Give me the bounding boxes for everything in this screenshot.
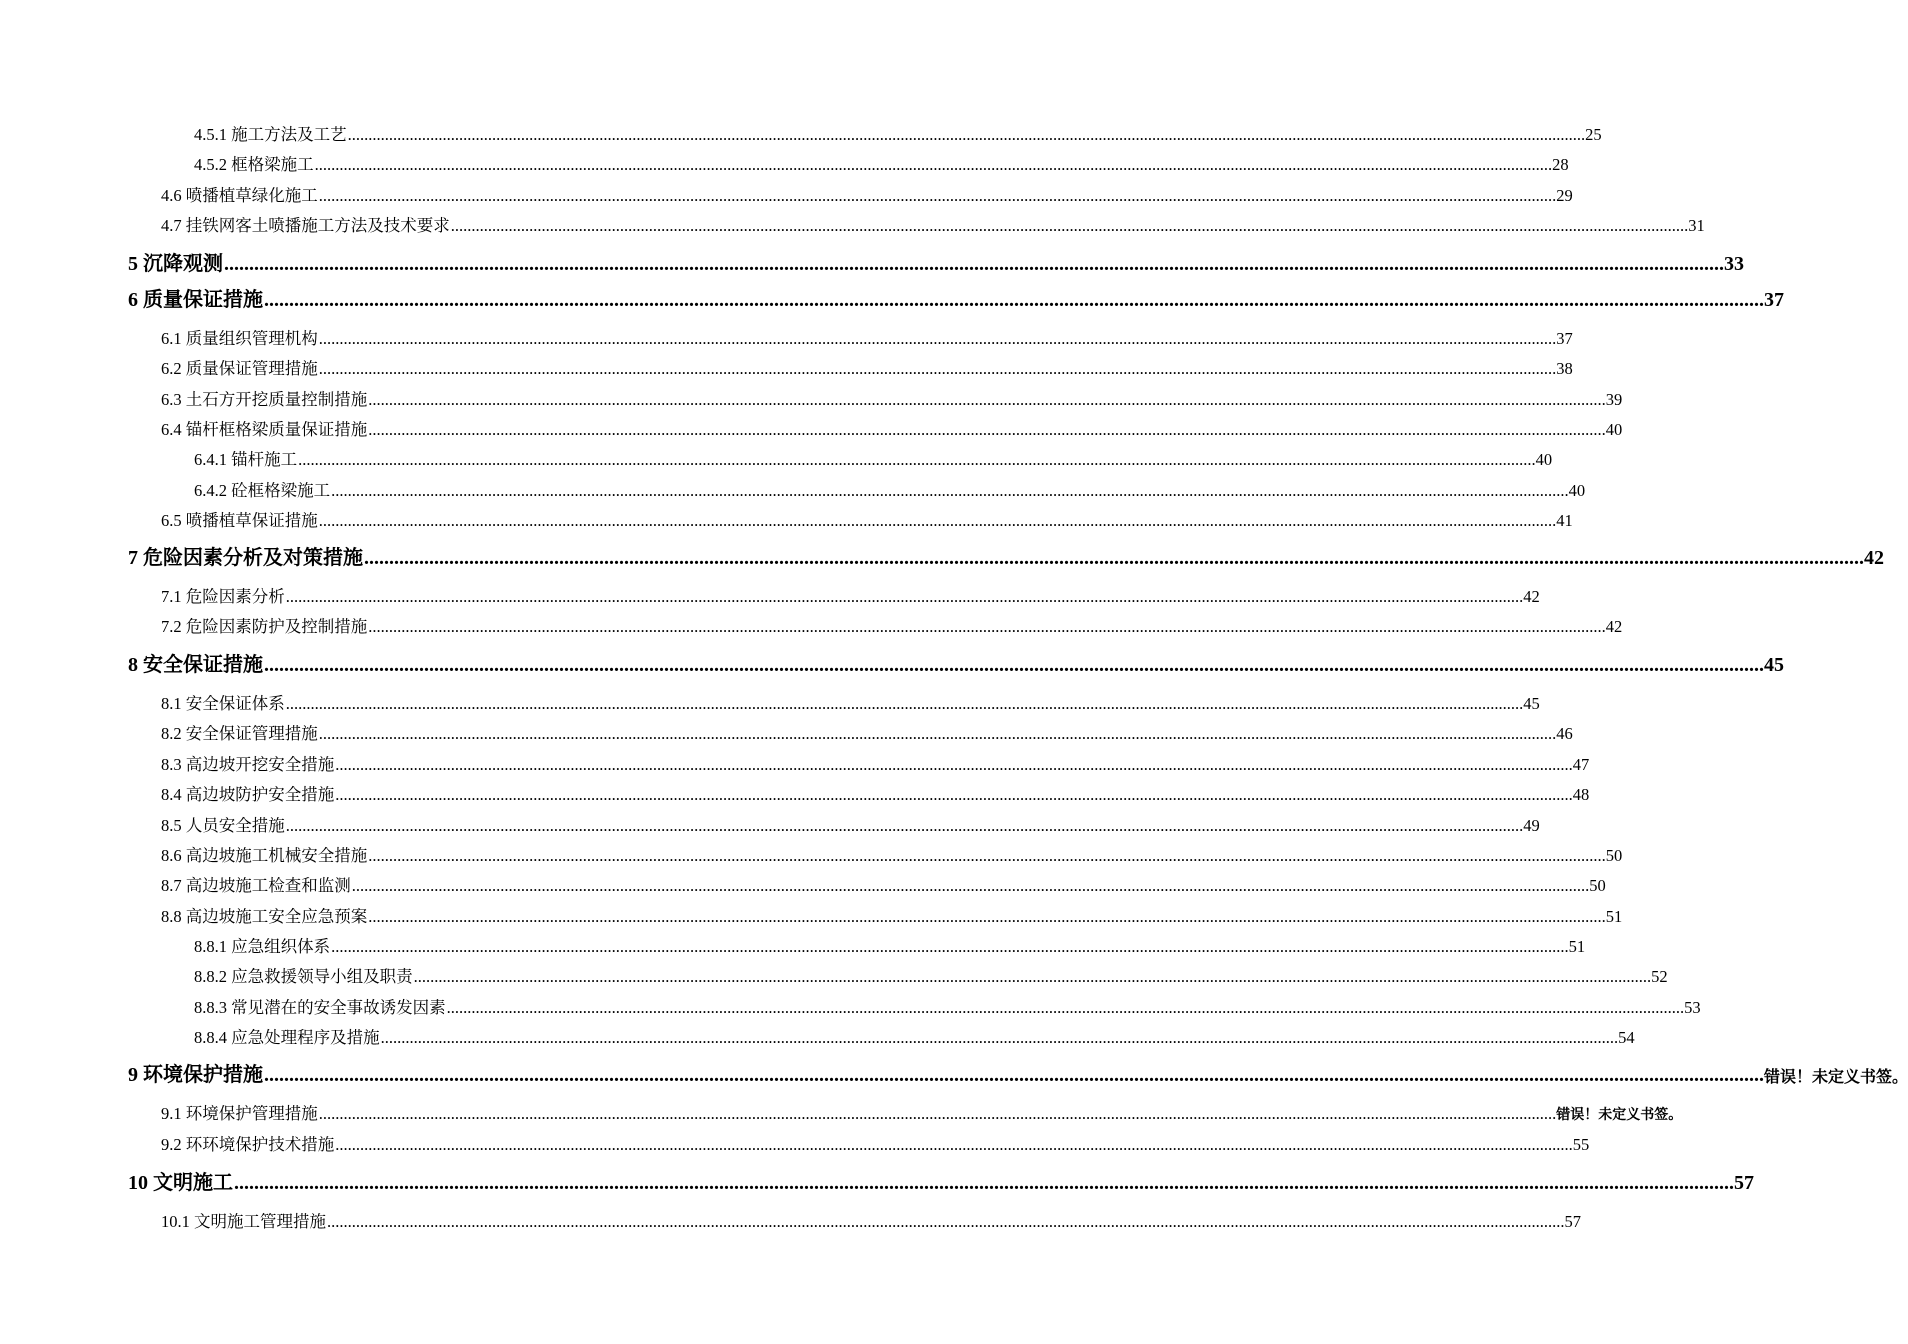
toc-entry[interactable] [161, 753, 1590, 775]
toc-entry-page: 49 [1523, 816, 1540, 835]
toc-leader-dots: ............................................................................................................................................................................................................................................................................................................ [318, 359, 1557, 378]
toc-entry-title: 8.8.4 应急处理程序及措施 [194, 1028, 380, 1047]
toc-entry-page: 25 [1585, 125, 1602, 144]
toc-leader-dots: ............................................................................................................................................................................................................................................................................................................ [446, 998, 1685, 1017]
toc-entry-title: 10 文明施工 [128, 1172, 233, 1194]
toc-entry-title: 8.3 高边坡开挖安全措施 [161, 755, 335, 774]
toc-entry[interactable] [161, 1133, 1590, 1155]
toc-entry[interactable] [194, 479, 1586, 501]
toc-entry[interactable] [161, 1210, 1581, 1232]
toc-leader-dots: ............................................................................................................................................................................................................................................................................................................ [285, 816, 1524, 835]
toc-entry-title: 6.2 质量保证管理措施 [161, 359, 318, 378]
toc-leader-dots: ............................................................................................................................................................................................................................................................................................................ [335, 1135, 1573, 1154]
toc-entry[interactable] [161, 844, 1623, 866]
toc-leader-dots: ............................................................................................................................................................................................................................................................................................................ [318, 1104, 1557, 1123]
toc-entry-page: 41 [1556, 511, 1573, 530]
toc-entry-title: 8 安全保证措施 [128, 654, 263, 676]
toc-entry[interactable] [161, 327, 1573, 349]
toc-entry-error: 错误！未定义书签。 [1556, 1107, 1683, 1123]
toc-entry-title: 6 质量保证措施 [128, 289, 263, 311]
toc-entry-error: 错误！未定义书签。 [1764, 1067, 1908, 1086]
toc-leader-dots: ............................................................................................................................................................................................................................................................................................................ [335, 785, 1573, 804]
toc-entry-title: 4.7 挂铁网客土喷播施工方法及技术要求 [161, 216, 450, 235]
toc-entry-title: 8.5 人员安全措施 [161, 816, 285, 835]
toc-entry-page: 52 [1651, 967, 1668, 986]
toc-entry[interactable] [161, 615, 1623, 637]
toc-entry-title: 6.4.2 砼框格梁施工 [194, 481, 331, 500]
toc-entry[interactable] [161, 388, 1623, 410]
toc-entry-page: 42 [1523, 587, 1540, 606]
toc-entry[interactable] [161, 509, 1573, 531]
toc-leader-dots: ............................................................................................................................................................................................................................................................................................................ [298, 450, 1536, 469]
toc-entry[interactable] [128, 651, 1784, 677]
toc-entry-title: 6.4 锚杆框格梁质量保证措施 [161, 420, 368, 439]
toc-entry-title: 5 沉降观测 [128, 253, 223, 275]
toc-entry-title: 4.5.2 框格梁施工 [194, 155, 314, 174]
toc-entry-page: 37 [1764, 289, 1784, 311]
toc-entry[interactable] [194, 448, 1553, 470]
toc-leader-dots: ............................................................................................................................................................................................................................................................................................................ [413, 967, 1652, 986]
toc-entry-title: 6.5 喷播植草保证措施 [161, 511, 318, 530]
toc-leader-dots: ............................................................................................................................................................................................................................................................................................................ [368, 420, 1606, 439]
toc-entry[interactable] [194, 1026, 1635, 1048]
toc-entry-title: 10.1 文明施工管理措施 [161, 1212, 326, 1231]
toc-entry-page: 57 [1734, 1172, 1754, 1194]
toc-leader-dots: ............................................................................................................................................................................................................................................................................................................ [368, 907, 1606, 926]
toc-entry-page: 33 [1724, 253, 1744, 275]
toc-entry-page: 45 [1764, 654, 1784, 676]
toc-leader-dots: ............................................................................................................................................................................................................................................................................................................ [318, 186, 1557, 205]
toc-leader-dots: ............................................................................................................................................................................................................................................................................................................ [368, 390, 1606, 409]
toc-leader-dots: ............................................................................................................................................................................................................................................................................................................ [380, 1028, 1619, 1047]
toc-entry[interactable] [161, 357, 1573, 379]
toc-leader-dots: ............................................................................................................................................................................................................................................................................................................ [327, 1212, 1565, 1231]
toc-entry-page: 47 [1572, 755, 1590, 774]
toc-entry[interactable] [161, 184, 1573, 206]
toc-entry-page: 55 [1572, 1135, 1590, 1154]
toc-leader-dots: ............................................................................................................................................................................................................................................................................................................ [318, 511, 1557, 530]
toc-entry-page: 51 [1568, 937, 1586, 956]
toc-leader-dots: ............................................................................................................................................................................................................................................................................................................ [335, 755, 1573, 774]
toc-entry[interactable] [194, 153, 1569, 175]
toc-entry-title: 7 危险因素分析及对策措施 [128, 547, 363, 569]
toc-leader-dots: ............................................................................................................................................................................................................................................................................................................ [331, 481, 1569, 500]
toc-entry-page: 37 [1556, 329, 1573, 348]
toc-entry-page: 48 [1572, 785, 1590, 804]
toc-entry[interactable] [128, 286, 1784, 312]
toc-entry-title: 4.6 喷播植草绿化施工 [161, 186, 318, 205]
toc-entry-title: 6.4.1 锚杆施工 [194, 450, 298, 469]
toc-entry-title: 8.8.1 应急组织体系 [194, 937, 331, 956]
toc-leader-dots: ............................................................................................................................................................................................................................................................................................................ [264, 289, 1764, 311]
toc-entry-page: 53 [1684, 998, 1701, 1017]
toc-entry-page: 51 [1605, 907, 1623, 926]
toc-entry-page: 57 [1564, 1212, 1581, 1231]
toc-entry-page: 42 [1864, 547, 1884, 569]
toc-entry-page: 38 [1556, 359, 1573, 378]
toc-entry[interactable] [128, 250, 1744, 276]
toc-leader-dots: ............................................................................................................................................................................................................................................................................................................ [450, 216, 1689, 235]
toc-leader-dots: ............................................................................................................................................................................................................................................................................................................ [234, 1172, 1734, 1194]
toc-leader-dots: ............................................................................................................................................................................................................................................................................................................ [351, 876, 1590, 895]
toc-entry-page: 29 [1556, 186, 1573, 205]
toc-leader-dots: ............................................................................................................................................................................................................................................................................................................ [264, 1064, 1764, 1086]
toc-leader-dots: ............................................................................................................................................................................................................................................................................................................ [224, 253, 1724, 275]
toc-entry-page: 46 [1556, 724, 1573, 743]
toc-leader-dots: ............................................................................................................................................................................................................................................................................................................ [264, 654, 1764, 676]
toc-entry-page: 40 [1605, 420, 1623, 439]
toc-entry-title: 8.8 高边坡施工安全应急预案 [161, 907, 368, 926]
toc-entry-title: 8.1 安全保证体系 [161, 694, 285, 713]
toc-entry[interactable] [161, 905, 1623, 927]
toc-entry-title: 8.2 安全保证管理措施 [161, 724, 318, 743]
toc-entry[interactable] [194, 123, 1602, 145]
toc-entry-title: 9 环境保护措施 [128, 1064, 263, 1086]
toc-leader-dots: ............................................................................................................................................................................................................................................................................................................ [314, 155, 1553, 174]
toc-entry-title: 7.2 危险因素防护及控制措施 [161, 617, 368, 636]
toc-leader-dots: ............................................................................................................................................................................................................................................................................................................ [368, 846, 1606, 865]
toc-leader-dots: ............................................................................................................................................................................................................................................................................................................ [285, 694, 1524, 713]
toc-entry-page: 50 [1589, 876, 1606, 895]
toc-leader-dots: ............................................................................................................................................................................................................................................................................................................ [318, 724, 1557, 743]
toc-entry[interactable] [161, 874, 1606, 896]
toc-entry-title: 4.5.1 施工方法及工艺 [194, 125, 347, 144]
toc-entry[interactable] [128, 544, 1884, 570]
toc-entry[interactable] [161, 585, 1540, 607]
toc-entry-title: 9.2 环环境保护技术措施 [161, 1135, 335, 1154]
toc-entry[interactable] [161, 814, 1540, 836]
toc-entry-page: 31 [1688, 216, 1705, 235]
toc-leader-dots: ............................................................................................................................................................................................................................................................................................................ [364, 547, 1864, 569]
toc-entry-page: 39 [1605, 390, 1623, 409]
toc-entry[interactable] [194, 935, 1586, 957]
toc-entry[interactable] [128, 1061, 1908, 1087]
toc-entry[interactable] [194, 996, 1701, 1018]
toc-leader-dots: ............................................................................................................................................................................................................................................................................................................ [347, 125, 1586, 144]
toc-entry[interactable] [161, 722, 1573, 744]
toc-entry-title: 8.8.2 应急救援领导小组及职责 [194, 967, 413, 986]
toc-entry[interactable] [161, 214, 1705, 236]
toc-entry-title: 6.1 质量组织管理机构 [161, 329, 318, 348]
toc-entry-title: 7.1 危险因素分析 [161, 587, 285, 606]
toc-entry[interactable] [161, 1102, 1683, 1124]
toc-entry-page: 54 [1618, 1028, 1635, 1047]
toc-entry-page: 42 [1605, 617, 1623, 636]
toc-entry-title: 9.1 环境保护管理措施 [161, 1104, 318, 1123]
toc-entry-page: 40 [1568, 481, 1586, 500]
toc-entry-title: 8.8.3 常见潜在的安全事故诱发因素 [194, 998, 446, 1017]
toc-entry[interactable] [194, 965, 1668, 987]
toc-entry-page: 28 [1552, 155, 1569, 174]
toc-entry[interactable] [161, 783, 1590, 805]
toc-entry-page: 45 [1523, 694, 1540, 713]
toc-leader-dots: ............................................................................................................................................................................................................................................................................................................ [368, 617, 1606, 636]
toc-entry-title: 8.7 高边坡施工检查和监测 [161, 876, 351, 895]
toc-entry[interactable] [161, 418, 1623, 440]
toc-entry[interactable] [128, 1169, 1754, 1195]
toc-leader-dots: ............................................................................................................................................................................................................................................................................................................ [318, 329, 1557, 348]
toc-entry-title: 6.3 土石方开挖质量控制措施 [161, 390, 368, 409]
toc-entry[interactable] [161, 692, 1540, 714]
toc-entry-title: 8.6 高边坡施工机械安全措施 [161, 846, 368, 865]
toc-leader-dots: ............................................................................................................................................................................................................................................................................................................ [331, 937, 1569, 956]
toc-entry-title: 8.4 高边坡防护安全措施 [161, 785, 335, 804]
toc-entry-page: 50 [1605, 846, 1623, 865]
toc-leader-dots: ............................................................................................................................................................................................................................................................................................................ [285, 587, 1524, 606]
toc-entry-page: 40 [1535, 450, 1553, 469]
